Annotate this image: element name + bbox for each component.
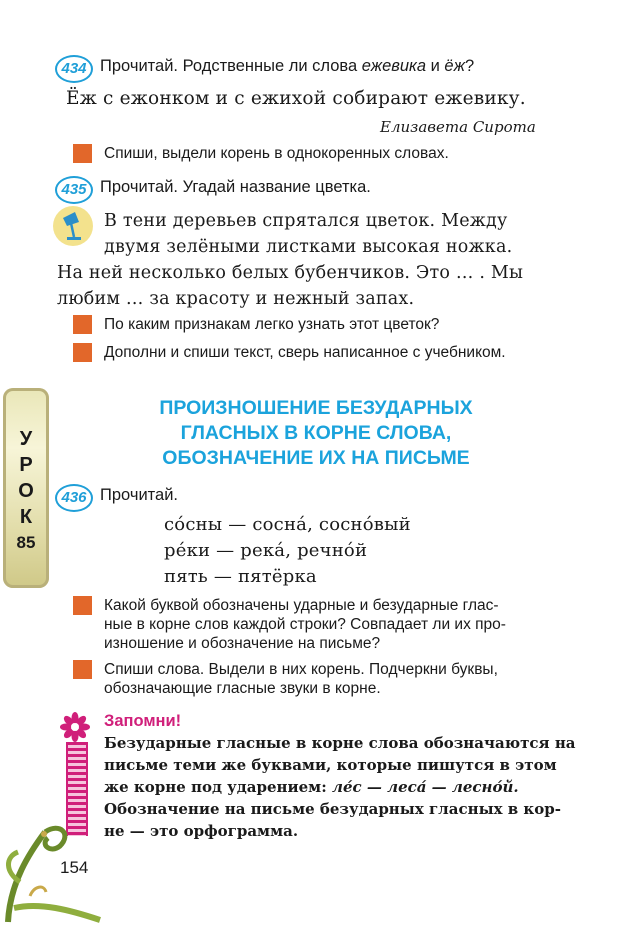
lesson-letter: У: [19, 428, 33, 450]
task-marker: [73, 315, 92, 334]
exercise-number-434: 434: [55, 55, 93, 83]
ex435-line-3: На ней несколько белых бубенчиков. Это … . Мы: [57, 263, 524, 283]
corner-ornament: [0, 812, 110, 926]
ex436-task-2-line-1: Спиши слова. Выдели в них корень. Подчеркни буквы,: [104, 661, 498, 678]
ex436-word-line-1: со́сны — сосна́, сосно́вый: [164, 514, 411, 535]
lesson-number: 85: [16, 533, 36, 552]
ex436-task-1-line-2: ные в корне слов каждой строки? Совпадает ли их про-: [104, 616, 506, 633]
ex435-task-2: Дополни и спиши текст, сверь написанное с учебником.: [104, 344, 506, 361]
task-marker: [73, 660, 92, 679]
ex434-instr-mid: и: [426, 57, 445, 75]
remember-title: Запомни!: [104, 712, 182, 730]
ex434-author: Елизавета Сирота: [380, 118, 536, 136]
rule-line-2: письме теми же буквами, которые пишутся в этом: [104, 756, 557, 774]
ex436-word-line-3: пять — пятёрка: [164, 566, 317, 587]
ex435-line-4: любим … за красоту и нежный запах.: [57, 289, 415, 309]
ex434-task: Спиши, выдели корень в однокоренных словах.: [104, 145, 449, 162]
ex436-instruction: Прочитай.: [100, 486, 179, 504]
lesson-badge: [3, 388, 49, 588]
lesson-letter: К: [19, 506, 33, 528]
flower-icon: [60, 712, 90, 742]
rule-example: ле́с — леса́ — лесно́й.: [331, 778, 519, 796]
lesson-heading-line-3: ОБОЗНАЧЕНИЕ ИХ НА ПИСЬМЕ: [162, 447, 470, 469]
rule-line-1: Безударные гласные в корне слова обозначаются на: [104, 734, 576, 752]
ex435-line-1: В тени деревьев спрятался цветок. Между: [104, 211, 508, 231]
exercise-number-435: 435: [55, 176, 93, 204]
rule-line-4: Обозначение на письме безударных гласных в кор-: [104, 800, 561, 818]
exercise-number-436: 436: [55, 484, 93, 512]
task-marker: [73, 596, 92, 615]
ex436-task-1-line-3: изношение и обозначение на письме?: [104, 635, 381, 652]
page-number: 154: [60, 858, 89, 877]
ex434-word-2: ёж: [444, 57, 465, 75]
ex436-task-1-line-1: Какой буквой обозначены ударные и безударные глас-: [104, 597, 499, 614]
ex436-task-2-line-2: обозначающие гласные звуки в корне.: [104, 680, 381, 697]
rule-line-5: не — это орфограмма.: [104, 822, 299, 840]
ex435-instruction: Прочитай. Угадай название цветка.: [100, 178, 371, 196]
rule-line-3-text: же корне под ударением:: [104, 778, 332, 796]
ex436-word-line-2: ре́ки — река́, речно́й: [164, 540, 368, 561]
ex434-word-1: ежевика: [361, 57, 427, 75]
task-marker: [73, 144, 92, 163]
ex434-verse: Ёж с ежонком и с ежихой собирают ежевику.: [66, 88, 526, 109]
rule-line-3: [104, 777, 519, 799]
lesson-heading-line-1: ПРОИЗНОШЕНИЕ БЕЗУДАРНЫХ: [159, 397, 473, 419]
ex434-instruction: [100, 57, 474, 76]
lesson-heading-line-2: ГЛАСНЫХ В КОРНЕ СЛОВА,: [180, 422, 452, 444]
ex435-line-2: двумя зелёными листками высокая ножка.: [104, 237, 513, 257]
ex434-instr-end: ?: [464, 57, 475, 75]
lesson-letter: О: [18, 480, 34, 502]
lesson-letter: Р: [19, 454, 33, 476]
ex435-task-1: По каким признакам легко узнать этот цветок?: [104, 316, 440, 333]
task-marker: [73, 343, 92, 362]
lamp-icon: [53, 206, 93, 246]
ex434-instr-text: Прочитай. Родственные ли слова: [100, 57, 362, 75]
